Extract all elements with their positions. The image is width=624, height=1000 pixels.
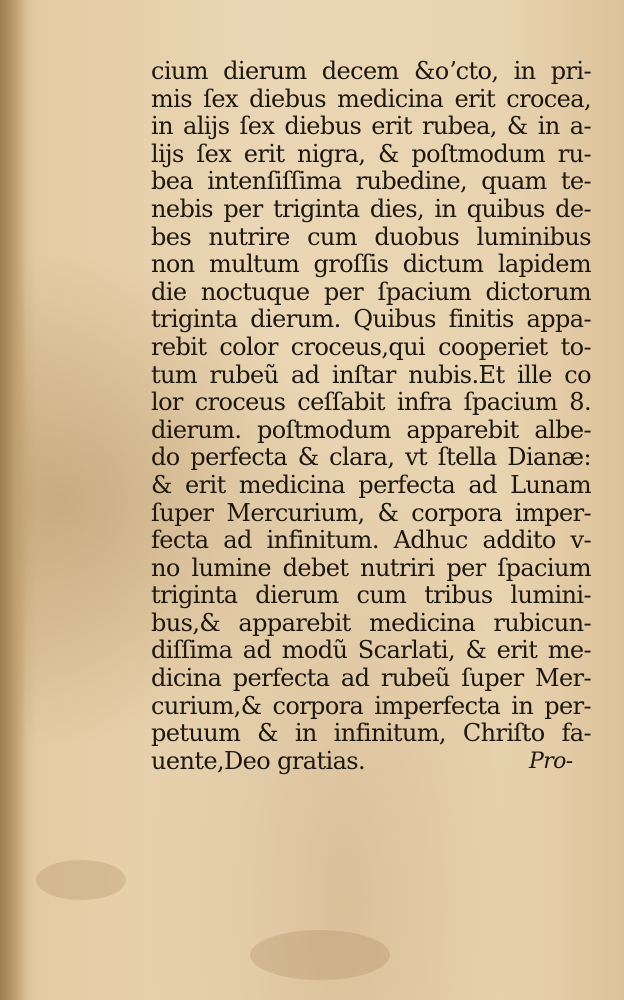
text-line: dicina perfecta ad rubeũ ſuper Mer-	[151, 664, 591, 693]
text-line: diſſima ad modũ Scarlati, & erit me-	[151, 636, 591, 665]
paper-stain	[36, 860, 126, 900]
text-line: triginta dierum cum tribus lumini-	[151, 581, 591, 610]
text-line: rebit color croceus,qui cooperiet to-	[151, 332, 591, 361]
text-line: & erit medicina perfecta ad Lunam	[151, 470, 591, 499]
text-line: lor croceus ceſſabit infra ſpacium 8.	[151, 388, 591, 417]
text-line: in alijs ſex diebus erit rubea, & in a-	[151, 112, 591, 141]
text-line: die noctuque per ſpacium dictorum	[151, 277, 591, 306]
text-line: fecta ad infinitum. Adhuc addito v-	[151, 526, 591, 555]
text-line: bus,& apparebit medicina rubicun-	[151, 608, 591, 637]
catchword: Pro-	[529, 748, 573, 774]
text-line: petuum & in infinitum, Chriſto fa-	[151, 719, 591, 748]
page-gutter-shadow	[0, 0, 26, 1000]
text-line: mis ſex diebus medicina erit crocea,	[151, 84, 591, 113]
text-line: no lumine debet nutriri per ſpacium	[151, 553, 591, 582]
text-line: ſuper Mercurium, & corpora imper-	[151, 498, 591, 527]
text-line: non multum groſſis dictum lapidem	[151, 250, 591, 279]
text-line: bes nutrire cum duobus luminibus	[151, 222, 591, 251]
final-text-line	[151, 748, 591, 776]
text-line: bea intenſiſſima rubedine, quam te-	[151, 167, 591, 196]
text-line: tum rubeũ ad inſtar nubis.Et ille co	[151, 360, 591, 389]
text-line: cium dierum decem &oʼcto, in pri-	[151, 57, 591, 85]
paper-stain	[250, 930, 390, 980]
text-line: curium,& corpora imperfecta in per-	[151, 691, 591, 720]
text-line: lijs ſex erit nigra, & poſtmodum ru-	[151, 139, 591, 168]
text-line: dierum. poſtmodum apparebit albe-	[151, 415, 591, 444]
closing-text: uente,Deo gratias.	[151, 746, 366, 775]
text-line: do perfecta & clara, vt ſtella Dianæ:	[151, 443, 591, 472]
text-block	[151, 58, 591, 775]
text-line: triginta dierum. Quibus finitis appa-	[151, 305, 591, 334]
text-line: nebis per triginta dies, in quibus de-	[151, 194, 591, 223]
